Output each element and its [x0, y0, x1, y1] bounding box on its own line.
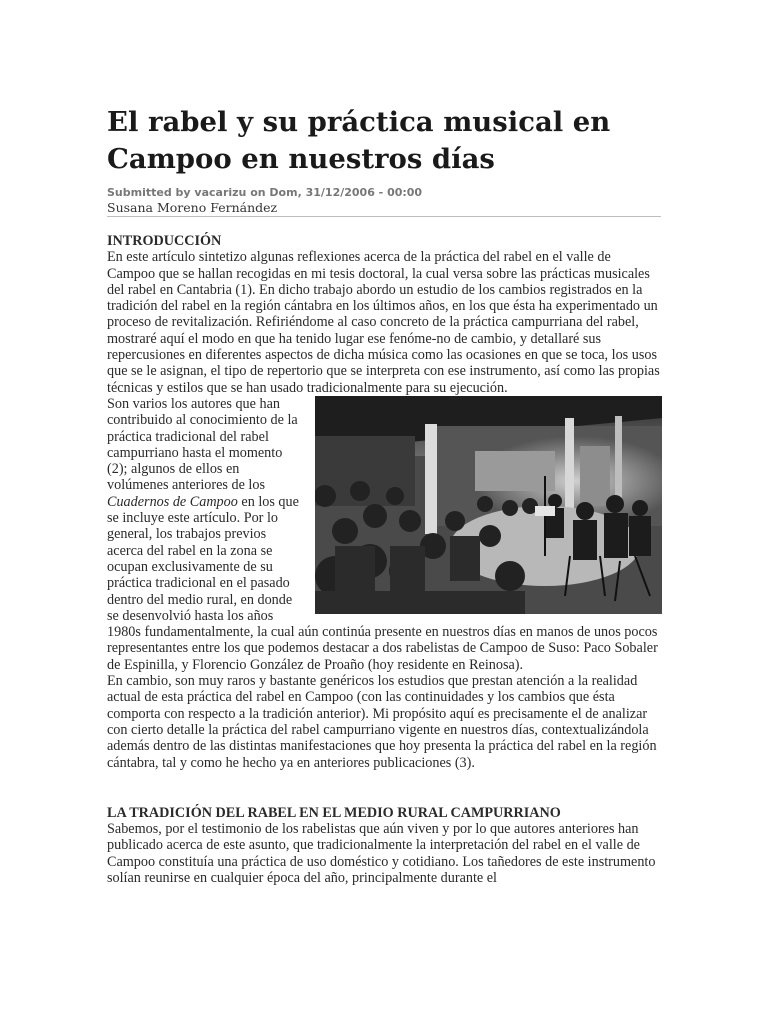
article-body	[107, 233, 662, 886]
paragraph-authors-part2: en los que se incluye este artículo. Por lo general, los trabajos previos acerca del rabel en la zona se ocupan exclusivamente de su práctica tradicional en el pasado dentro del medio rural, en donde se desenvolvió hasta los años 1980s fundamentalmente, la cual aún continúa presente en nuestros días en manos de unos pocos representantes entre los que podemos destacar a dos rabelistas de Campoo de Suso: Paco Sobaler de Espinilla, y Florencio González de Proaño (hoy residente en Reinosa).	[107, 493, 658, 673]
article-title: El rabel y su práctica musical en Campoo en nuestros días	[107, 106, 611, 175]
paragraph-tradition: Sabemos, por el testimonio de los rabelistas que aún viven y por lo que autores anteriores han publicado acerca de este asunto, que tradicionalmente la interpretación del rabel en el valle de Campoo constituía una práctica de uso doméstico y cotidiano. Los tañedores de este instrumento solían reunirse en cualquier época del año, principalmente durante el	[107, 821, 656, 886]
article-author: Susana Moreno Fernández	[107, 200, 278, 215]
section-heading-intro: INTRODUCCIÓN	[107, 233, 222, 249]
paragraph-intro: En este artículo sintetizo algunas reflexiones acerca de la práctica del rabel en el valle de Campoo que se hallan recogidas en mi tesis doctoral, la cual versa sobre las prácticas musicales del rabel en Cantabria (1). En dicho trabajo abordo un estudio de los cambios registrados en la tradición del rabel en la región cántabra en los últimos años, en los que ésta ha experimentado un proceso de revitalización. Refiriéndome al caso concreto de la práctica campurriana del rabel, mostraré aquí el modo en que ha tenido lugar ese fenóme-no de cambio, y detallaré sus repercusiones en diferentes aspectos de dicha música como las ocasiones en que se toca, los usos que se le asignan, el tipo de repertorio que se interpreta con ese instrumento, así como las propias técnicas y estilos que se han usado tradicionalmente para su ejecución.	[107, 249, 660, 396]
paragraph-purpose: En cambio, son muy raros y bastante genéricos los estudios que prestan atención a la realidad actual de esta práctica del rabel en Campoo (con las continuidades y los cambios que ésta comporta con respecto a la tradición anterior). Mi propósito aquí es precisamente el de analizar con cierto detalle la práctica del rabel campurriano vigente en nuestros días, contextualizándola además dentro de las distintas manifestaciones que hoy presenta la práctica del rabel en la región cántabra, tal y como he hecho ya en anteriores publicaciones (3).	[107, 673, 657, 771]
paragraph-authors-part1: Son varios los autores que han contribuido al conocimiento de la práctica tradicional del rabel campurriano hasta el momento (2); algunos de ellos en volúmenes anteriores de los	[107, 395, 298, 494]
header-divider	[107, 216, 661, 217]
concert-photo-image	[315, 396, 662, 614]
concert-photo	[315, 396, 662, 614]
section-heading-tradition: LA TRADICIÓN DEL RABEL EN EL MEDIO RURAL CAMPURRIANO	[107, 804, 561, 821]
submission-meta: Submitted by vacarizu on Dom, 31/12/2006 - 00:00	[107, 186, 423, 199]
publication-title: Cuadernos de Campoo	[107, 493, 238, 510]
